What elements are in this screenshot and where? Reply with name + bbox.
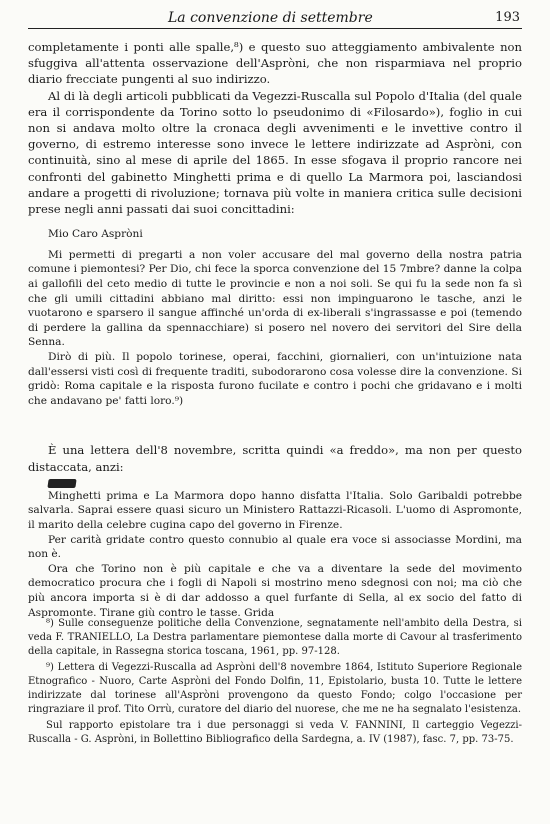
running-title: La convenzione di settembre <box>168 10 373 26</box>
letter-paragraph: Minghetti prima e La Marmora dopo hanno disfatta l'Italia. Solo Garibaldi potrebbe salvarla. Saprai essere quasi sicuro un Ministero Rattazzi-Ricasoli. L'uomo di Aspromonte, il marito della celebre cugina capo del governo in Firenze. <box>28 489 522 531</box>
body-paragraph: Al di là degli articoli pubblicati da Vegezzi-Ruscalla sul Popolo d'Italia (del quale era il corrispondente da Torino sotto lo pseudonimo di «Filosardo»), foglio in cui non si andava molto oltre la cronaca degli avvenimenti e le invettive contro il governo, di estremo interesse sono invece le lettere indirizzate ad Aspròni, con continuità, sino al mese di aprile del 1865. In esse sfogava il proprio rancore nei confronti del gabinetto Minghetti prima e di quello La Marmora poi, lasciandosi andare a progetti di rivoluzione; tornava più volte in maniera critica sulle decisioni prese negli anni passati dai suoi concittadini: <box>28 88 522 217</box>
letter-quote <box>28 479 522 620</box>
body-paragraph: completamente i ponti alle spalle,⁸) e questo suo atteggiamento ambivalente non sfuggiva all'attenta osservazione dell'Aspròni, che non risparmiava nel proprio diario frecciate pungenti al suo indirizzo. <box>28 40 522 87</box>
footnotes <box>28 617 522 749</box>
letter-paragraph: Per carità gridate contro questo connubio al quale era voce si associasse Mordini, ma non è. <box>28 533 522 561</box>
letter-paragraph: Mi permetti di pregarti a non voler accusare del mal governo della nostra patria comune i piemontesi? Per Dio, chi fece la sporca convenzione del 15 7mbre? danne la colpa ai gallofili del ceto medio di tutte le provincie e non a noi soli. Se qui fu la sede non fa sì che gli umili cittadini abbiano mal diritto: essi non impinguarono le tasche, anzi le vuotarono e sparsero il sangue affinché un'orda di ex-liberali s'ingrassasse e poi (temendo di perdere la gallina da spennacchiare) si posero nel novero dei servitori del Sire della Senna. <box>28 248 522 349</box>
letter-paragraph: Dirò di più. Il popolo torinese, operai, facchini, giornalieri, con un'intuizione nata dall'essersi visti così di frequente traditi, subodorarono cosa volesse dire la convenzione. Si gridò: Roma capitale e la risposta furono fucilate e contro i pochi che gridavano e i molti che andavano pe' fatti loro.⁹) <box>28 350 522 407</box>
footnote: ⁹) Lettera di Vegezzi-Ruscalla ad Aspròni dell'8 novembre 1864, Istituto Superiore Regionale Etnografico - Nuoro, Carte Aspròni del Fondo Dolfin, 11, Epistolario, busta 10. Tutte le lettere indirizzate dal torinese all'Aspròni provengono da questo Fondo; colgo l'occasione per ringraziare il prof. Tito Orrù, curatore del diario del nuorese, che me ne ha segnalato l'esistenza. <box>28 662 522 715</box>
letter-paragraph: Ora che Torino non è più capitale e che va a diventare la sede del movimento democratico procura che i fogli di Napoli si mostrino meno sdegnosi con noi; ma ciò che più ancora importa si è di dar addosso a quel furfante di Sella, al ex socio del fatto di Aspromonte. Tirane giù contro le tasse. Grida <box>28 562 522 619</box>
ink-smudge-mark <box>47 479 76 488</box>
footnote: ⁸) Sulle conseguenze politiche della Convenzione, segnatamente nell'ambito della Destra, si veda F. TRANIELLO, La Destra parlamentare piemontese dalla morte di Cavour al trasferimento della capitale, in Rassegna storica toscana, 1961, pp. 97-128. <box>28 618 522 657</box>
running-header <box>28 8 522 29</box>
spacer <box>28 408 522 442</box>
main-text <box>28 39 522 620</box>
letter-quote <box>28 227 522 408</box>
footnote: Sul rapporto epistolare tra i due personaggi si veda V. FANNINI, Il carteggio Vegezzi-Ruscalla - G. Aspròni, in Bollettino Bibliografico della Sardegna, a. IV (1987), fasc. 7, pp. 73-75. <box>28 720 522 745</box>
letter-salutation: Mio Caro Aspròni <box>48 228 143 241</box>
body-paragraph: È una lettera dell'8 novembre, scritta quindi «a freddo», ma non per questo distaccata, anzi: <box>28 443 522 474</box>
page-number: 193 <box>495 10 520 25</box>
